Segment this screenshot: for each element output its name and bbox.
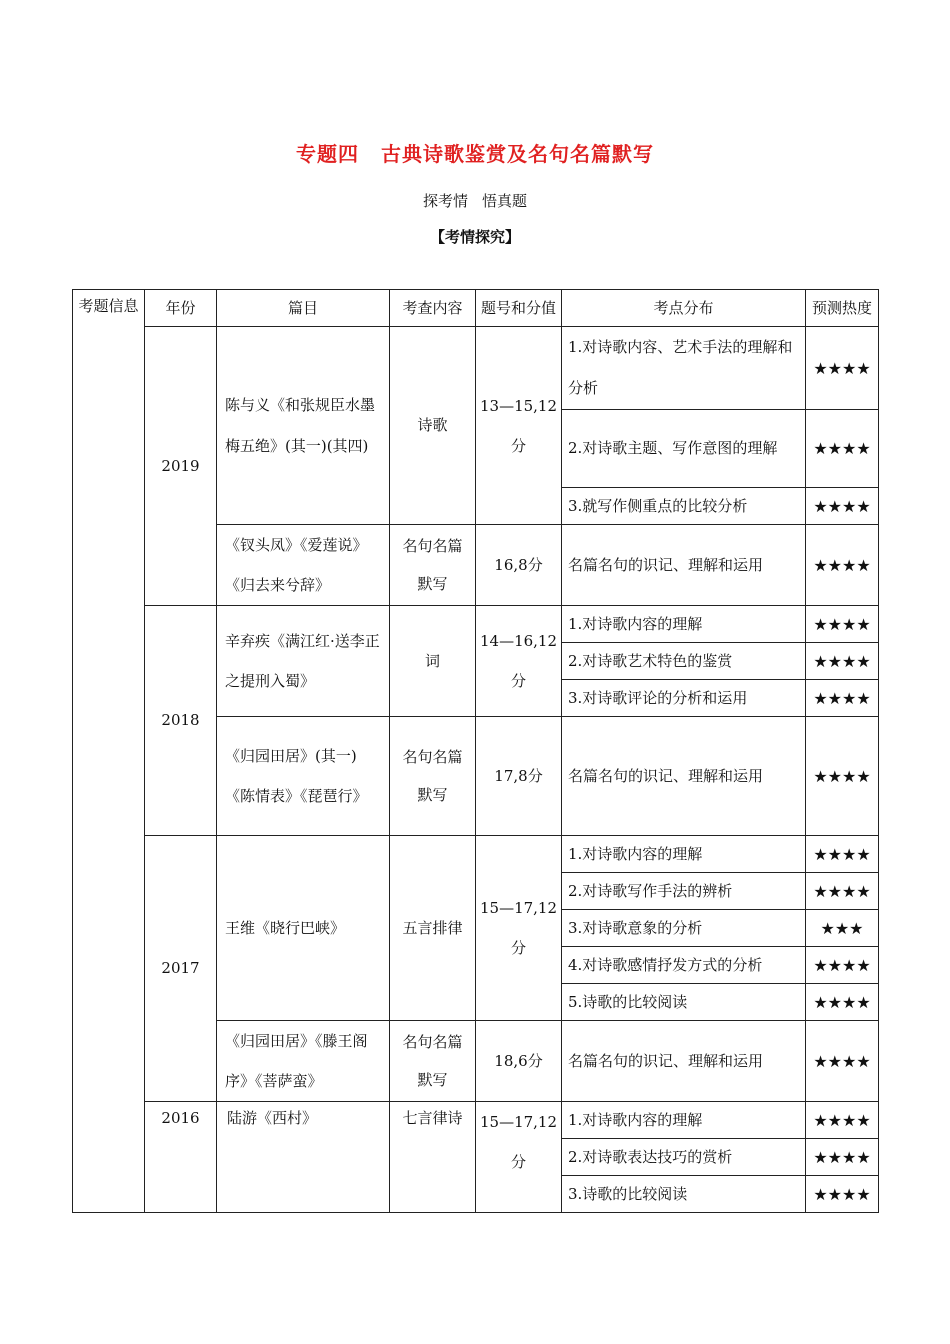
point-cell: 名篇名句的识记、理解和运用 (562, 525, 806, 606)
heat-stars: ★★★★ (806, 680, 879, 717)
score-cell: 16,8分 (476, 525, 562, 606)
point-cell: 3.就写作侧重点的比较分析 (562, 488, 806, 525)
page-title: 专题四 古典诗歌鉴赏及名句名篇默写 (296, 142, 654, 166)
header-year: 年份 (145, 290, 217, 327)
point-cell: 1.对诗歌内容的理解 (562, 1102, 806, 1139)
title-cell: 《归园田居》(其一)《陈情表》《琵琶行》 (217, 717, 390, 836)
point-cell: 3.对诗歌评论的分析和运用 (562, 680, 806, 717)
content-cell: 名句名篇默写 (390, 1021, 476, 1102)
heat-stars: ★★★★ (806, 717, 879, 836)
title-cell: 王维《晓行巴峡》 (217, 836, 390, 1021)
title-cell: 辛弃疾《满江红·送李正之提刑入蜀》 (217, 606, 390, 717)
point-cell: 3.诗歌的比较阅读 (562, 1176, 806, 1213)
point-cell: 2.对诗歌主题、写作意图的理解 (562, 410, 806, 488)
header-exam-info: 考题信息 (73, 290, 145, 1213)
point-cell: 1.对诗歌内容、艺术手法的理解和分析 (562, 327, 806, 410)
header-content: 考查内容 (390, 290, 476, 327)
header-score: 题号和分值 (476, 290, 562, 327)
content-cell: 名句名篇默写 (390, 717, 476, 836)
heat-stars: ★★★★ (806, 327, 879, 410)
score-cell: 15—17,12分 (476, 836, 562, 1021)
title-cell: 《钗头凤》《爱莲说》《归去来兮辞》 (217, 525, 390, 606)
heat-stars: ★★★★ (806, 606, 879, 643)
heat-stars: ★★★★ (806, 947, 879, 984)
content-cell: 诗歌 (390, 327, 476, 525)
content-cell: 词 (390, 606, 476, 717)
point-cell: 4.对诗歌感情抒发方式的分析 (562, 947, 806, 984)
heat-stars: ★★★★ (806, 1176, 879, 1213)
table-row (73, 836, 879, 873)
score-cell: 14—16,12分 (476, 606, 562, 717)
point-cell: 1.对诗歌内容的理解 (562, 606, 806, 643)
heat-stars: ★★★★ (806, 410, 879, 488)
heat-stars: ★★★★ (806, 1021, 879, 1102)
heat-stars: ★★★★ (806, 1139, 879, 1176)
title-cell: 《归园田居》《滕王阁序》《菩萨蛮》 (217, 1021, 390, 1102)
point-cell: 3.对诗歌意象的分析 (562, 910, 806, 947)
header-heat: 预测热度 (806, 290, 879, 327)
title-cell: 陈与义《和张规臣水墨梅五绝》(其一)(其四) (217, 327, 390, 525)
score-cell: 15—17,12分 (476, 1102, 562, 1213)
score-cell: 13—15,12分 (476, 327, 562, 525)
heat-stars: ★★★★ (806, 643, 879, 680)
section-heading: 【考情探究】 (429, 228, 520, 246)
point-cell: 1.对诗歌内容的理解 (562, 836, 806, 873)
heat-stars: ★★★★ (806, 488, 879, 525)
point-cell: 名篇名句的识记、理解和运用 (562, 717, 806, 836)
heat-stars: ★★★ (806, 910, 879, 947)
year-cell: 2017 (145, 836, 217, 1102)
point-cell: 5.诗歌的比较阅读 (562, 984, 806, 1021)
header-title: 篇目 (217, 290, 390, 327)
heat-stars: ★★★★ (806, 836, 879, 873)
table-header-row (73, 290, 879, 327)
table-row (73, 327, 879, 410)
score-cell: 18,6分 (476, 1021, 562, 1102)
point-cell: 2.对诗歌写作手法的辨析 (562, 873, 806, 910)
point-cell: 名篇名句的识记、理解和运用 (562, 1021, 806, 1102)
exam-analysis-table (72, 289, 879, 1213)
point-cell: 2.对诗歌表达技巧的赏析 (562, 1139, 806, 1176)
heat-stars: ★★★★ (806, 984, 879, 1021)
content-cell: 名句名篇默写 (390, 525, 476, 606)
content-cell: 五言排律 (390, 836, 476, 1021)
header-points: 考点分布 (562, 290, 806, 327)
heat-stars: ★★★★ (806, 873, 879, 910)
table-row (73, 606, 879, 643)
year-cell: 2016 (145, 1102, 217, 1213)
year-cell: 2019 (145, 327, 217, 606)
year-cell: 2018 (145, 606, 217, 836)
page-subtitle: 探考情 悟真题 (422, 192, 528, 210)
point-cell: 2.对诗歌艺术特色的鉴赏 (562, 643, 806, 680)
table-row (73, 1102, 879, 1139)
content-cell: 七言律诗 (390, 1102, 476, 1213)
heat-stars: ★★★★ (806, 525, 879, 606)
score-cell: 17,8分 (476, 717, 562, 836)
heat-stars: ★★★★ (806, 1102, 879, 1139)
title-cell: 陆游《西村》 (217, 1102, 390, 1213)
